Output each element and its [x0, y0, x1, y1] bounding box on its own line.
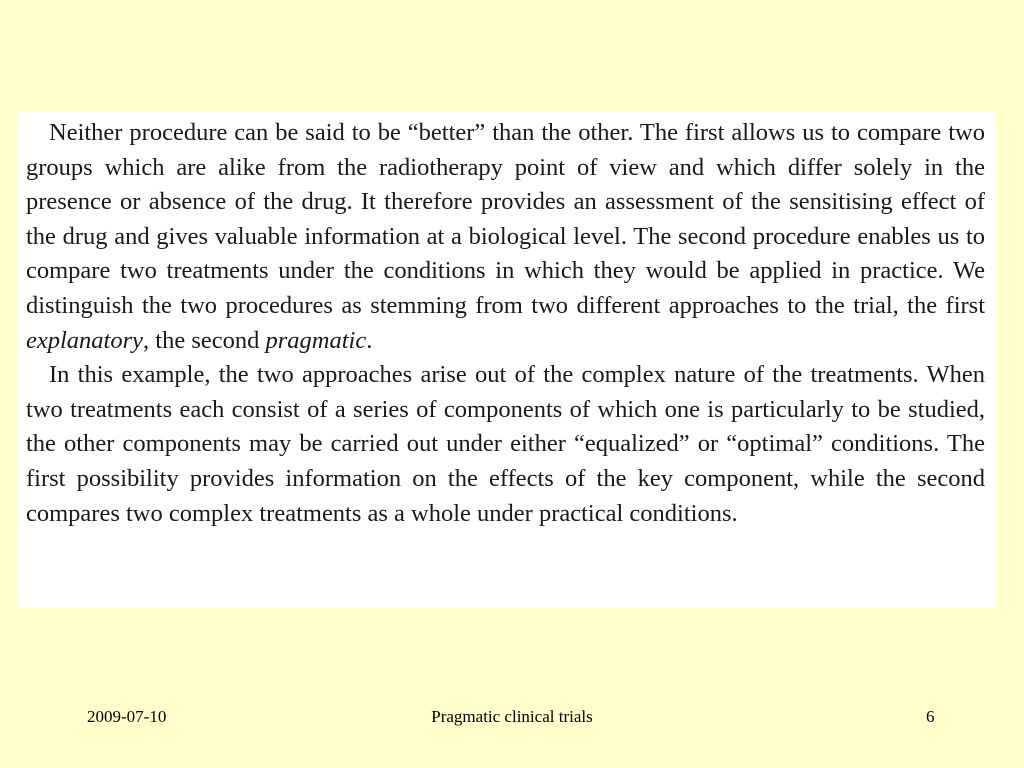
- excerpt-paragraph-1: [26, 116, 985, 358]
- excerpt-paragraph-2: [26, 358, 985, 531]
- term-explanatory: explanatory: [26, 326, 144, 354]
- footer-page-number: 6: [926, 707, 935, 726]
- excerpt-image: [17, 112, 995, 608]
- excerpt-text: .: [366, 326, 373, 354]
- footer-title: Pragmatic clinical trials: [431, 707, 593, 726]
- term-pragmatic: pragmatic: [265, 326, 367, 354]
- excerpt-text: In this example, the two approaches arise out of the complex nature of the treatments. When two treatments each consist of a series of components of which one is particularly to be studied, the other components may be carried out under either “equalized” or “optimal” conditions. The first possibility provides information on the effects of the key component, while the second compares two complex treatments as a whole under practical conditions.: [26, 361, 985, 527]
- excerpt-text: Neither procedure can be said to be “better” than the other. The first allows us to compare two groups which are alike from the radiotherapy point of view and which differ solely in the presence or absence of the drug. It therefore provides an assessment of the sensitising effect of the drug and gives valuable information at a biological level. The second procedure enables us to compare two treatments under the conditions in which they would be applied in practice. We distinguish the two procedures as stemming from two different approaches to the trial, the first: [26, 119, 985, 319]
- footer-date: 2009-07-10: [87, 707, 167, 726]
- excerpt-text: , the second: [143, 326, 266, 354]
